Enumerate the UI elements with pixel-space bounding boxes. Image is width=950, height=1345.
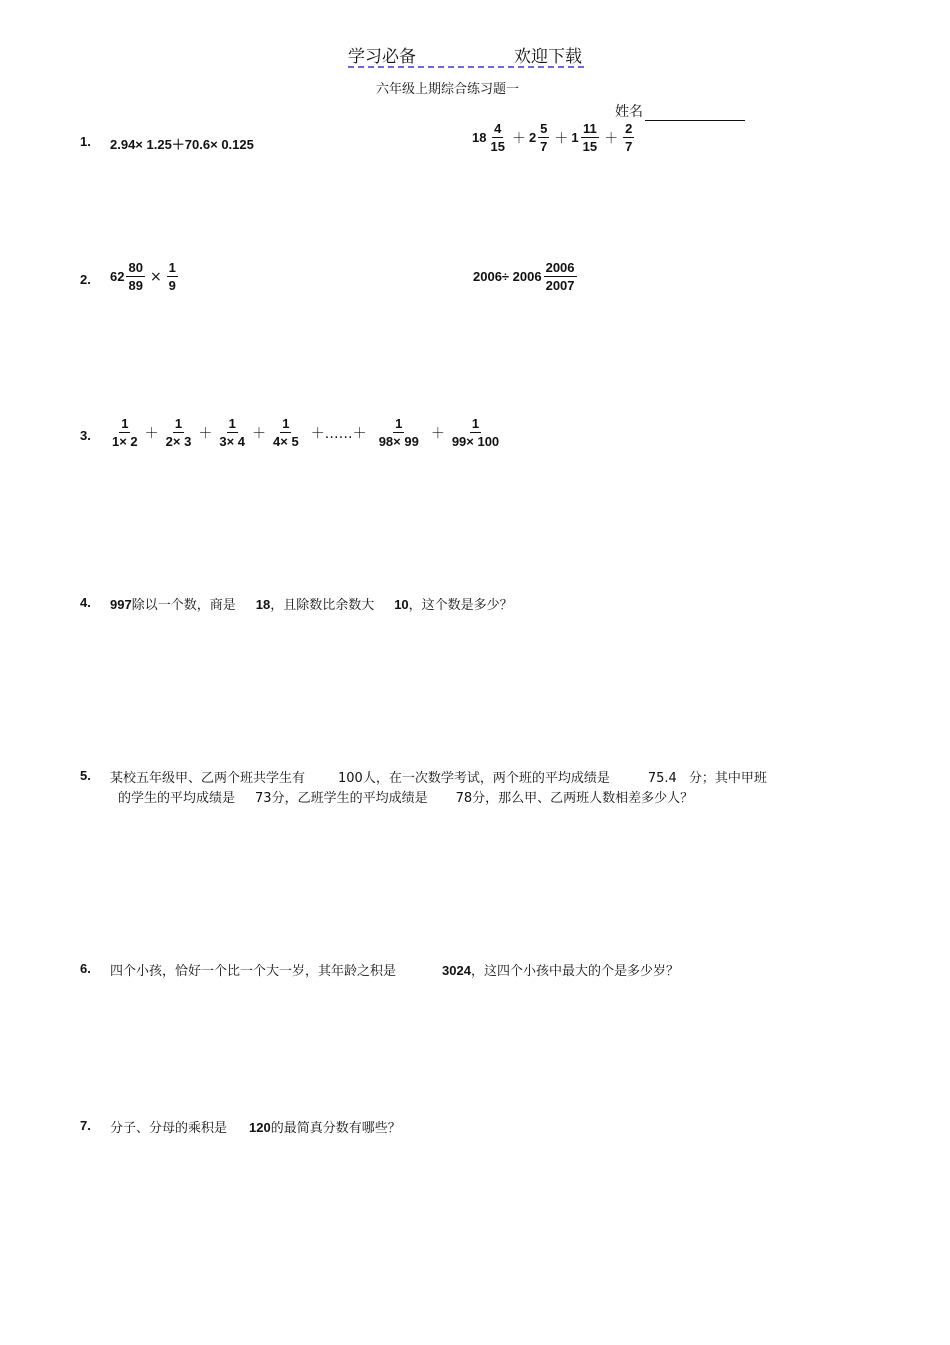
number-value: 78: [455, 791, 473, 806]
numerator: 1: [471, 416, 480, 431]
denominator: 98× 99: [378, 434, 419, 449]
number-value: 3024: [442, 963, 471, 978]
numerator: 1: [395, 416, 403, 431]
header-left-text: 学习必备: [348, 47, 416, 67]
numerator: 11: [583, 121, 597, 136]
denominator: 89: [128, 278, 143, 293]
number-value: 100: [338, 771, 363, 786]
fraction: [623, 122, 634, 153]
number-value: 73: [255, 791, 272, 806]
question-6-text: [110, 960, 679, 979]
plus-sign: ＋: [511, 130, 526, 147]
text-fragment: 某校五年级甲、乙两个班共学生有: [110, 771, 306, 786]
question-1-right-expression: [472, 122, 636, 153]
question-2-right-expression: [473, 261, 579, 292]
text-fragment: ，且除数比余数大: [270, 598, 375, 613]
text-fragment: 分，那么甲、乙两班人数相差多少人？: [472, 791, 694, 806]
text-fragment: 的学生的平均成绩是: [118, 791, 236, 806]
numerator: 1: [174, 416, 183, 431]
denominator: 15: [582, 139, 598, 154]
question-5-number: 5.: [80, 768, 91, 783]
fraction-term: [110, 417, 140, 448]
fraction-term: [377, 417, 421, 448]
times-sign: ×: [149, 268, 162, 285]
plus-sign: ＋: [554, 130, 569, 147]
question-7-text: [110, 1117, 401, 1136]
denominator: 15: [490, 139, 505, 154]
fraction-term: [217, 417, 247, 448]
plus-sign: ＋: [252, 425, 267, 442]
mixed-whole: 62: [110, 269, 125, 284]
text-fragment: 分，乙班学生的平均成绩是: [271, 791, 428, 806]
question-2-left-expression: [110, 261, 180, 292]
division-term: 2006÷ 2006: [473, 269, 542, 284]
fraction-term: [271, 417, 301, 448]
numerator: 1: [282, 416, 290, 431]
plus-sign: ＋: [604, 130, 619, 147]
question-5-line-1: [110, 767, 767, 786]
fraction-term: [164, 417, 194, 448]
denominator: 2× 3: [165, 434, 192, 449]
question-5-line-2: [118, 787, 693, 806]
denominator: 4× 5: [273, 434, 299, 449]
number-value: 18: [255, 597, 271, 612]
question-2-number: 2.: [80, 272, 91, 287]
denominator: 9: [168, 278, 176, 293]
fraction: [538, 122, 549, 153]
name-label: 姓名: [615, 104, 643, 120]
numerator: 1: [121, 416, 129, 431]
fraction: [488, 122, 506, 153]
question-6-number: 6.: [80, 961, 91, 976]
denominator: 7: [625, 139, 633, 154]
numerator: 2006: [545, 260, 575, 275]
numerator: 4: [494, 121, 502, 136]
number-value: 120: [249, 1120, 271, 1135]
text-fragment: 除以一个数，商是: [131, 598, 236, 613]
denominator: 99× 100: [451, 434, 500, 449]
text-fragment: ，这个数是多少？: [408, 598, 513, 613]
denominator: 7: [540, 139, 548, 154]
fraction: [167, 261, 178, 292]
question-7-number: 7.: [80, 1118, 91, 1133]
question-4-number: 4.: [80, 595, 91, 610]
question-3-number: 3.: [80, 428, 91, 443]
denominator: 2007: [545, 278, 575, 293]
plus-sign: ＋: [198, 425, 213, 442]
text-fragment: ，这四个小孩中最大的个是多少岁？: [470, 964, 679, 979]
fraction: [126, 261, 144, 292]
name-field: [615, 101, 745, 121]
denominator: 1× 2: [112, 434, 138, 449]
plus-sign: ＋: [144, 425, 159, 442]
fraction: [581, 122, 599, 153]
fraction-term: [450, 417, 501, 448]
number-value: 75.4: [647, 771, 677, 786]
page-header: [348, 40, 584, 68]
numerator: 80: [128, 260, 143, 275]
text-fragment: 分子、分母的乘积是: [110, 1121, 228, 1136]
name-blank-line: [645, 106, 745, 121]
header-right-text: 欢迎下载: [514, 47, 582, 67]
text-fragment: 的最简真分数有哪些？: [270, 1121, 401, 1136]
plus-sign: ＋: [430, 425, 445, 442]
numerator: 2: [625, 121, 633, 136]
numerator: 5: [540, 121, 548, 136]
numerator: 1: [228, 416, 236, 431]
question-1-left-expression: 2.94× 1.25＋70.6× 0.125: [110, 137, 254, 152]
numerator: 1: [168, 260, 176, 275]
fraction: [544, 261, 577, 292]
text-fragment: 分；其中甲班: [688, 771, 767, 786]
question-1-number: 1.: [80, 134, 91, 149]
question-3-series-expression: [108, 417, 503, 448]
denominator: 3× 4: [219, 434, 246, 449]
mixed-whole: 18: [472, 130, 487, 145]
mixed-whole: 1: [571, 130, 579, 145]
ellipsis-sign: ＋……＋: [310, 425, 367, 442]
mixed-whole: 2: [528, 130, 537, 145]
question-4-text: [110, 594, 513, 613]
text-fragment: 人，在一次数学考试，两个班的平均成绩是: [362, 771, 610, 786]
text-fragment: 四个小孩，恰好一个比一个大一岁，其年龄之积是: [110, 964, 397, 979]
number-value: 10: [394, 597, 409, 612]
document-title: 六年级上期综合练习题一: [376, 82, 520, 97]
number-value: 997: [110, 597, 132, 612]
